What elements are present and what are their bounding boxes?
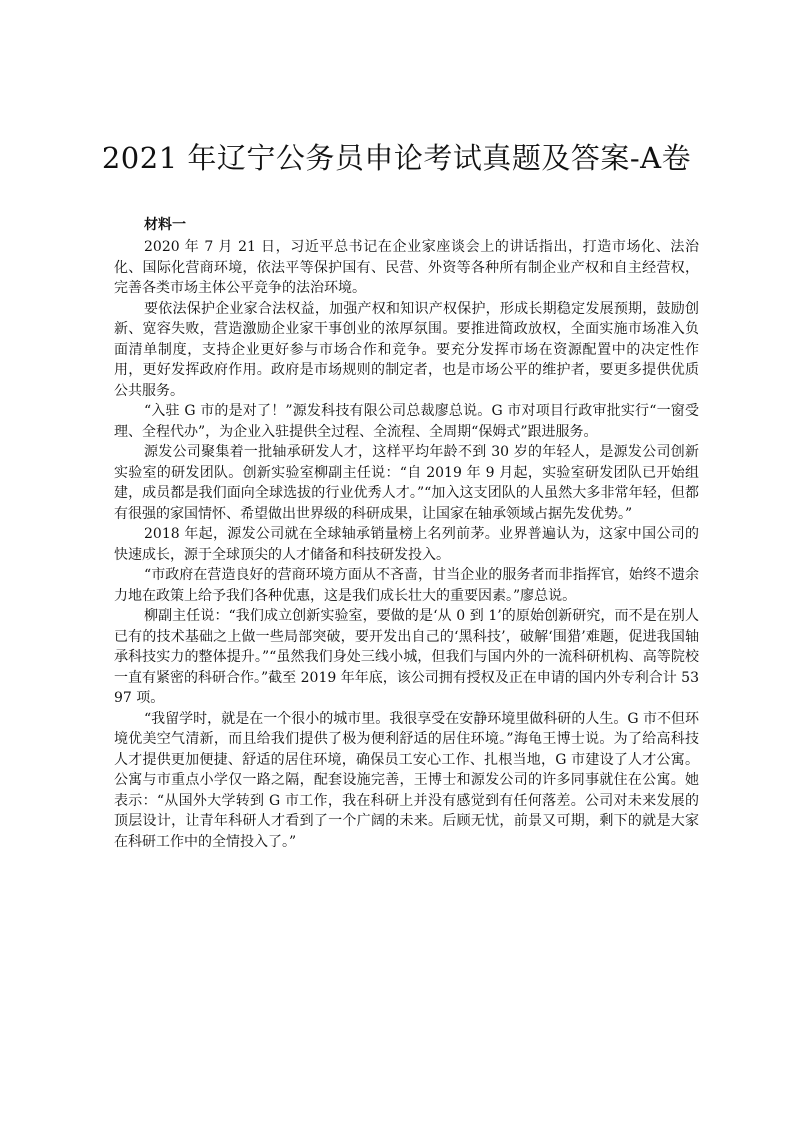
document-title: 2021 年辽宁公务员申论考试真题及答案-A卷 [101,141,692,175]
paragraph: “入驻 G 市的是对了！”源发科技有限公司总裁廖总说。G 市对项目行政审批实行“一窗受理、全程代办”，为企业入驻提供全过程、全流程、全周期“保姆式”跟进服务。 [114,403,699,440]
section-heading: 材料一 [144,217,186,233]
document-body [114,215,699,852]
paragraph: 要依法保护企业家合法权益，加强产权和知识产权保护，形成长期稳定发展预期，鼓励创新、宽容失败，营造激励企业家干事创业的浓厚氛围。要推进简政放权，全面实施市场准入负面清单制度，支持企业更好参与市场合作和竞争。要充分发挥市场在资源配置中的决定性作用，更好发挥政府作用。政府是市场规则的制定者，也是市场公平的维护者，要更多提供优质公共服务。 [114,300,699,399]
paragraph: “市政府在营造良好的营商环境方面从不吝啬，甘当企业的服务者而非指挥官，始终不遗余力地在政策上给予我们各种优惠，这是我们成长壮大的重要因素。”廖总说。 [114,567,699,604]
paragraph: 柳副主任说：“我们成立创新实验室，要做的是‘从 0 到 1’的原始创新研究，而不是在别人已有的技术基础之上做一些局部突破，要开发出自己的‘黑科技’，破解‘围猎’难题，促进我国轴承科技实力的整体提升。”“虽然我们身处三线小城，但我们与国内外的一流科研机构、高等院校一直有紧密的科研合作。”截至 2019 年年底，该公司拥有授权及正在申请的国内外专利合计 5397 项。 [114,608,699,706]
paragraph: 2020 年 7 月 21 日，习近平总书记在企业家座谈会上的讲话指出，打造市场化、法治化、国际化营商环境，依法平等保护国有、民营、外资等各种所有制企业产权和自主经营权，完善各类市场主体公平竞争的法治环境。 [114,239,699,296]
paragraph: 2018 年起，源发公司就在全球轴承销量榜上名列前茅。业界普遍认为，这家中国公司的快速成长，源于全球顶尖的人才储备和科技研发投入。 [114,526,699,563]
paragraph: 源发公司聚集着一批轴承研发人才，这样平均年龄不到 30 岁的年轻人，是源发公司创新实验室的研发团队。创新实验室柳副主任说：“自 2019 年 9 月起，实验室研发团队已开始组建，成员都是我们面向全球选拔的行业优秀人才。”“加入这支团队的人虽然大多非常年轻，但都有很强的家国情怀、希望做出世界级的科研成果，让国家在轴承领域占据先发优势。” [114,444,699,522]
paragraph: “我留学时，就是在一个很小的城市里。我很享受在安静环境里做科研的人生。G 市不但环境优美空气清新，而且给我们提供了极为便利舒适的居住环境。”海龟王博士说。为了给高科技人才提供更加便捷、舒适的居住环境，确保员工安心工作、扎根当地，G 市建设了人才公寓。公寓与市重点小学仅一路之隔，配套设施完善，王博士和源发公司的许多同事就住在公寓。她表示：“从国外大学转到 G 市工作，我在科研上并没有感觉到有任何落差。公司对未来发展的顶层设计，让青年科研人才看到了一个广阔的未来。后顾无忧，前景又可期，剩下的就是大家在科研工作中的全情投入了。” [114,710,699,850]
